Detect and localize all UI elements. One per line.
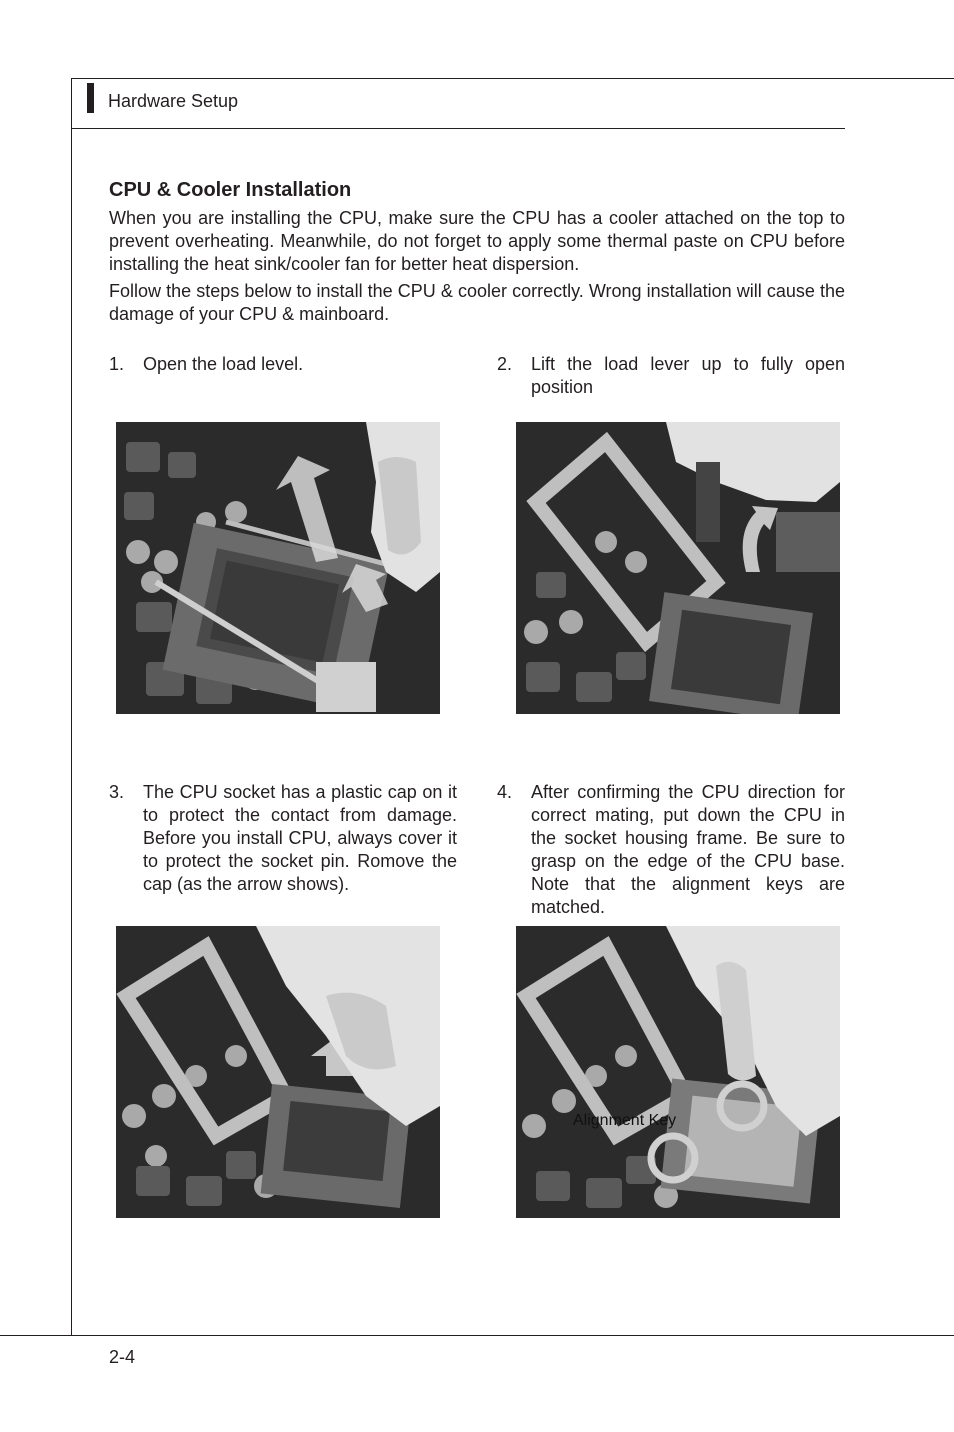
photo-remove-socket-cap (116, 926, 440, 1218)
photo-lift-load-lever (516, 422, 840, 714)
step-number: 3. (109, 782, 125, 802)
step-number: 4. (497, 782, 513, 802)
header-marker-bar (87, 83, 94, 113)
step-text: Open the load level. (143, 354, 304, 374)
step-number: 2. (497, 354, 513, 374)
step-text: The CPU socket has a plastic cap on it to protect the contact from damage. Before you install CPU, always cover it to protect the socket pin. Romove the cap (as the arrow shows). (143, 782, 457, 894)
page-number: 2-4 (109, 1347, 136, 1367)
page-frame-bottom-rule (0, 1335, 954, 1336)
photo-open-load-lever (116, 422, 440, 714)
intro-paragraph-2: Follow the steps below to install the CPU & cooler correctly. Wrong installation will cause the damage of your CPU & mainboard. (109, 281, 845, 324)
section-title: CPU & Cooler Installation (109, 179, 352, 201)
intro-paragraph-1: When you are installing the CPU, make sure the CPU has a cooler attached on the top to prevent overheating. Meanwhile, do not forget to apply some thermal paste on CPU before installing the heat sink/cooler fan for better heat dispersion. (109, 208, 845, 274)
step-text: Lift the load lever up to fully open position (531, 354, 845, 397)
step-number: 1. (109, 354, 125, 374)
header-rule (72, 128, 845, 129)
photo-place-cpu (516, 926, 840, 1218)
running-header: Hardware Setup (108, 91, 239, 111)
page-frame-top-rule (72, 78, 954, 79)
alignment-key-label: Alignment Key (573, 1112, 677, 1129)
step-text: After confirming the CPU direction for correct mating, put down the CPU in the socket housing frame. Be sure to grasp on the edge of the CPU base. Note that the alignment keys are matched. (531, 782, 845, 917)
page-frame-left-rule (71, 78, 72, 1336)
